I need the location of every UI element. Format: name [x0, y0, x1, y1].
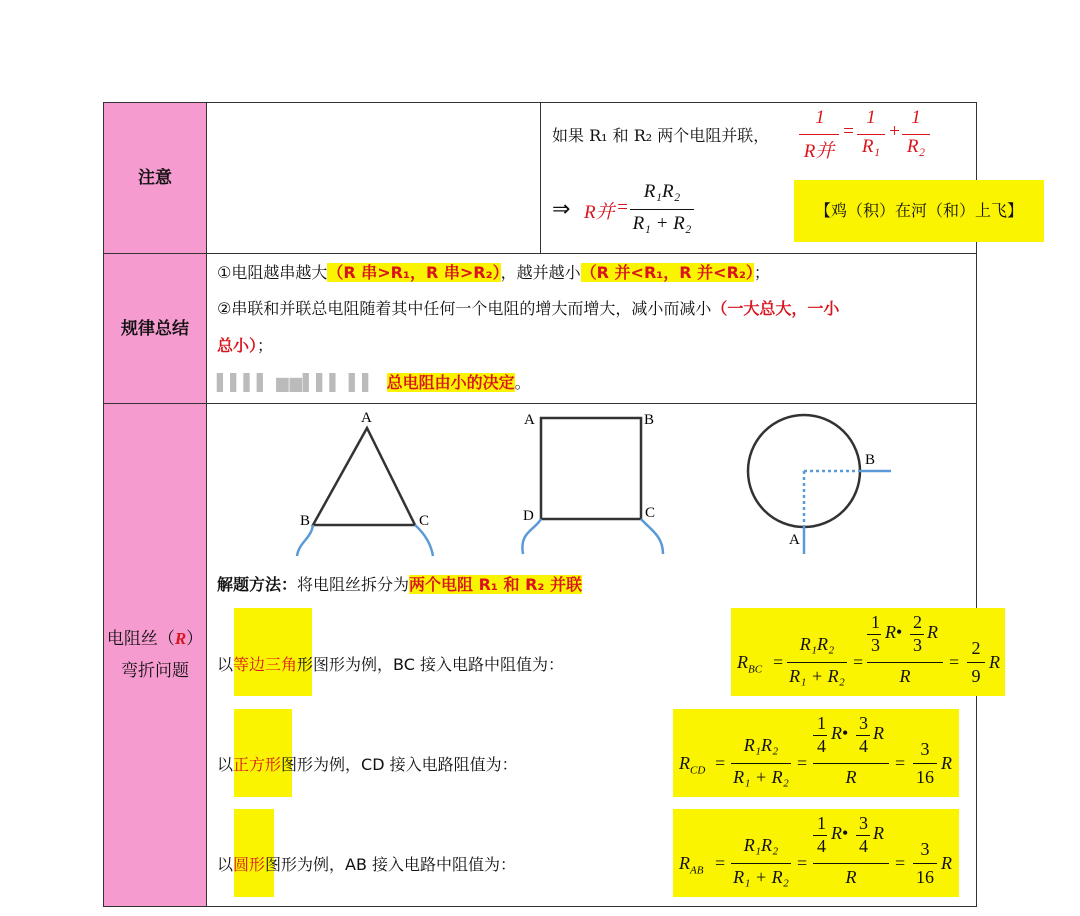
- f-r2: R: [873, 823, 884, 843]
- example-triangle: [207, 604, 1000, 704]
- rules-content: [207, 254, 976, 403]
- bent-wire-figures: [207, 404, 977, 564]
- ex-post: 形图形为例，BC 接入电路中阻值为：: [297, 655, 564, 674]
- ex-shape: 正方形: [233, 755, 282, 774]
- label-line-2: 弯折问题: [121, 661, 189, 681]
- rule3-end: ；: [257, 336, 274, 355]
- summary-table: [103, 102, 1023, 907]
- circ-label-b: B: [865, 452, 876, 468]
- row-wire: [104, 404, 1000, 906]
- f2-eq: =: [616, 197, 629, 218]
- f-sub: CD: [690, 764, 706, 777]
- example-text: [217, 852, 516, 875]
- formula-parallel: [552, 181, 802, 243]
- square-figure: [522, 412, 663, 554]
- row-notice: [104, 103, 1023, 254]
- parallel-text: 如果 R₁ 和 R₂ 两个电阻并联，: [552, 126, 770, 145]
- f-eq1: =: [773, 652, 784, 672]
- tri-label-a: A: [361, 410, 372, 426]
- ex-shape: 等边三角: [233, 655, 298, 674]
- f-a-den: 3: [871, 635, 880, 655]
- f-rden: R: [899, 666, 911, 686]
- notice-content: [207, 103, 1023, 253]
- f-a-num: 1: [871, 612, 880, 632]
- f-c-num: 2: [971, 638, 981, 658]
- rule2-pre: ②串联和并联总电阻随着其中任何一个电阻的增大而增大，减小而减小: [217, 299, 712, 318]
- f-c-den: 16: [916, 867, 934, 887]
- tri-label-b: B: [300, 513, 311, 529]
- implies-arrow: ⇒: [552, 197, 571, 222]
- f-den: R₁ + R₂: [789, 666, 845, 686]
- f-b-num: 3: [859, 713, 868, 733]
- f-rden: R: [845, 867, 857, 887]
- method-hl: 两个电阻 R₁ 和 R₂ 并联: [409, 575, 582, 594]
- rule-line-4: [217, 370, 531, 393]
- rule-line-3: [217, 333, 273, 356]
- f-c-den: 16: [916, 767, 934, 787]
- f-eq1: =: [715, 853, 726, 873]
- f-r3: R: [941, 753, 952, 773]
- f-eq2: =: [797, 753, 808, 773]
- f-rden: R: [845, 767, 857, 787]
- f-rr: R: [831, 723, 842, 743]
- f-num: R₁R₂: [743, 835, 779, 855]
- f-num: R₁R₂: [743, 735, 779, 755]
- f-dot: •: [842, 823, 849, 843]
- label-line-1: [107, 623, 203, 655]
- f2-num: R₁R₂: [643, 181, 681, 202]
- label-text: 规律总结: [121, 318, 189, 339]
- f2-lhs: R并: [584, 202, 615, 223]
- f-eq3: =: [895, 753, 906, 773]
- rule4-hl: 总电阻由小的决定: [386, 373, 515, 392]
- label-text: 注意: [138, 168, 172, 188]
- f-eq1: =: [715, 753, 726, 773]
- f-r3: R: [989, 652, 1000, 672]
- rule1-hl2: （R 并<R₁，R 并<R₂）: [580, 263, 754, 282]
- tri-label-c: C: [419, 513, 430, 529]
- rule4-blurred: ▌▌▌▌ ▆▆▌▌▌ ▌▌: [217, 373, 376, 392]
- label-pre: 电阻丝（: [106, 629, 175, 649]
- f-b-den: 3: [913, 635, 922, 655]
- formula: [735, 608, 1005, 696]
- f-eq2: =: [797, 853, 808, 873]
- f-a-den: 4: [817, 736, 826, 756]
- method-line: [217, 572, 582, 595]
- ex-post: 图形为例，CD 接入电路阻值为：: [281, 755, 518, 774]
- sq-label-a: A: [524, 412, 535, 428]
- f-rr: R: [885, 622, 896, 642]
- ex-shape: 圆形: [233, 855, 266, 874]
- f-dot: •: [896, 622, 903, 642]
- wire-content: [207, 404, 1000, 906]
- f-den: R₁ + R₂: [733, 867, 789, 887]
- circ-label-a: A: [789, 532, 800, 548]
- f-b-den: 4: [859, 736, 868, 756]
- f-a-num: 1: [817, 813, 826, 833]
- row-rules: [104, 254, 976, 404]
- f-eq3: =: [949, 652, 960, 672]
- f-c-num: 3: [920, 839, 930, 859]
- example-circle: [207, 806, 977, 906]
- f1-t1-num: 1: [866, 107, 876, 128]
- f-b-num: 3: [859, 813, 868, 833]
- ex-pre: 以: [217, 755, 234, 774]
- label-post: ）: [186, 629, 204, 649]
- circle-figure: [748, 415, 891, 554]
- f-num: R₁R₂: [799, 634, 835, 654]
- f-r2: R: [927, 622, 938, 642]
- method-text: 将电阻丝拆分为: [297, 575, 410, 594]
- rule1-hl1: （R 串>R₁，R 串>R₂）: [327, 263, 501, 282]
- empty-cell: [207, 103, 541, 253]
- f1-t2-num: 1: [911, 107, 921, 128]
- f-r3: R: [941, 853, 952, 873]
- f-b-den: 4: [859, 836, 868, 856]
- rule1-mid: ，越并越小: [500, 263, 581, 282]
- f-sub: AB: [690, 864, 704, 877]
- row-label-rules: [104, 254, 207, 403]
- formula-reciprocal: [795, 107, 1025, 163]
- f-r: R: [679, 853, 690, 873]
- f-rr: R: [831, 823, 842, 843]
- sq-label-c: C: [645, 505, 656, 521]
- rule3-red: 总小）: [217, 336, 258, 355]
- rule4-end: 。: [514, 373, 531, 392]
- rule1-end: ；: [753, 263, 770, 282]
- row-label-wire: [104, 404, 207, 906]
- f-den: R₁ + R₂: [733, 767, 789, 787]
- rule-line-2: [217, 296, 839, 319]
- label-r: R: [174, 629, 187, 648]
- f1-eq: =: [842, 121, 855, 142]
- rule2-red: （一大总大，一小: [711, 299, 840, 318]
- f-a-den: 4: [817, 836, 826, 856]
- method-bold: 解题方法：: [217, 575, 298, 594]
- mnemonic-box: 【鸡（积）在河（和）上飞】: [794, 180, 1044, 242]
- f-sub: BC: [748, 663, 763, 676]
- f2-den: R₁ + R₂: [632, 213, 692, 234]
- ex-pre: 以: [217, 855, 234, 874]
- f-dot: •: [842, 723, 849, 743]
- triangle-figure: [297, 410, 433, 556]
- f1-plus: +: [888, 121, 901, 142]
- example-text: [217, 652, 564, 675]
- rule1-pre: ①电阻越串越大: [217, 263, 328, 282]
- sq-label-b: B: [644, 412, 655, 428]
- example-square: [207, 706, 977, 806]
- formula: [677, 809, 957, 897]
- example-text: [217, 752, 518, 775]
- f-eq2: =: [853, 652, 864, 672]
- f-r: R: [737, 652, 748, 672]
- f1-lhs-num: 1: [815, 107, 825, 128]
- f1-lhs-den: R并: [803, 141, 835, 162]
- rule-line-1: [217, 260, 770, 283]
- ex-post: 图形为例，AB 接入电路中阻值为：: [265, 855, 517, 874]
- f-c-den: 9: [971, 666, 981, 686]
- ex-pre: 以: [217, 655, 234, 674]
- f1-t2-den: R₂: [906, 136, 926, 157]
- formula: [677, 709, 957, 797]
- f-r2: R: [873, 723, 884, 743]
- f-b-num: 2: [913, 612, 922, 632]
- sq-label-d: D: [523, 508, 534, 524]
- f1-t1-den: R₁: [861, 136, 881, 157]
- f-r: R: [679, 753, 690, 773]
- f-eq3: =: [895, 853, 906, 873]
- f-c-num: 3: [920, 739, 930, 759]
- row-label-notice: [104, 103, 207, 253]
- f-a-num: 1: [817, 713, 826, 733]
